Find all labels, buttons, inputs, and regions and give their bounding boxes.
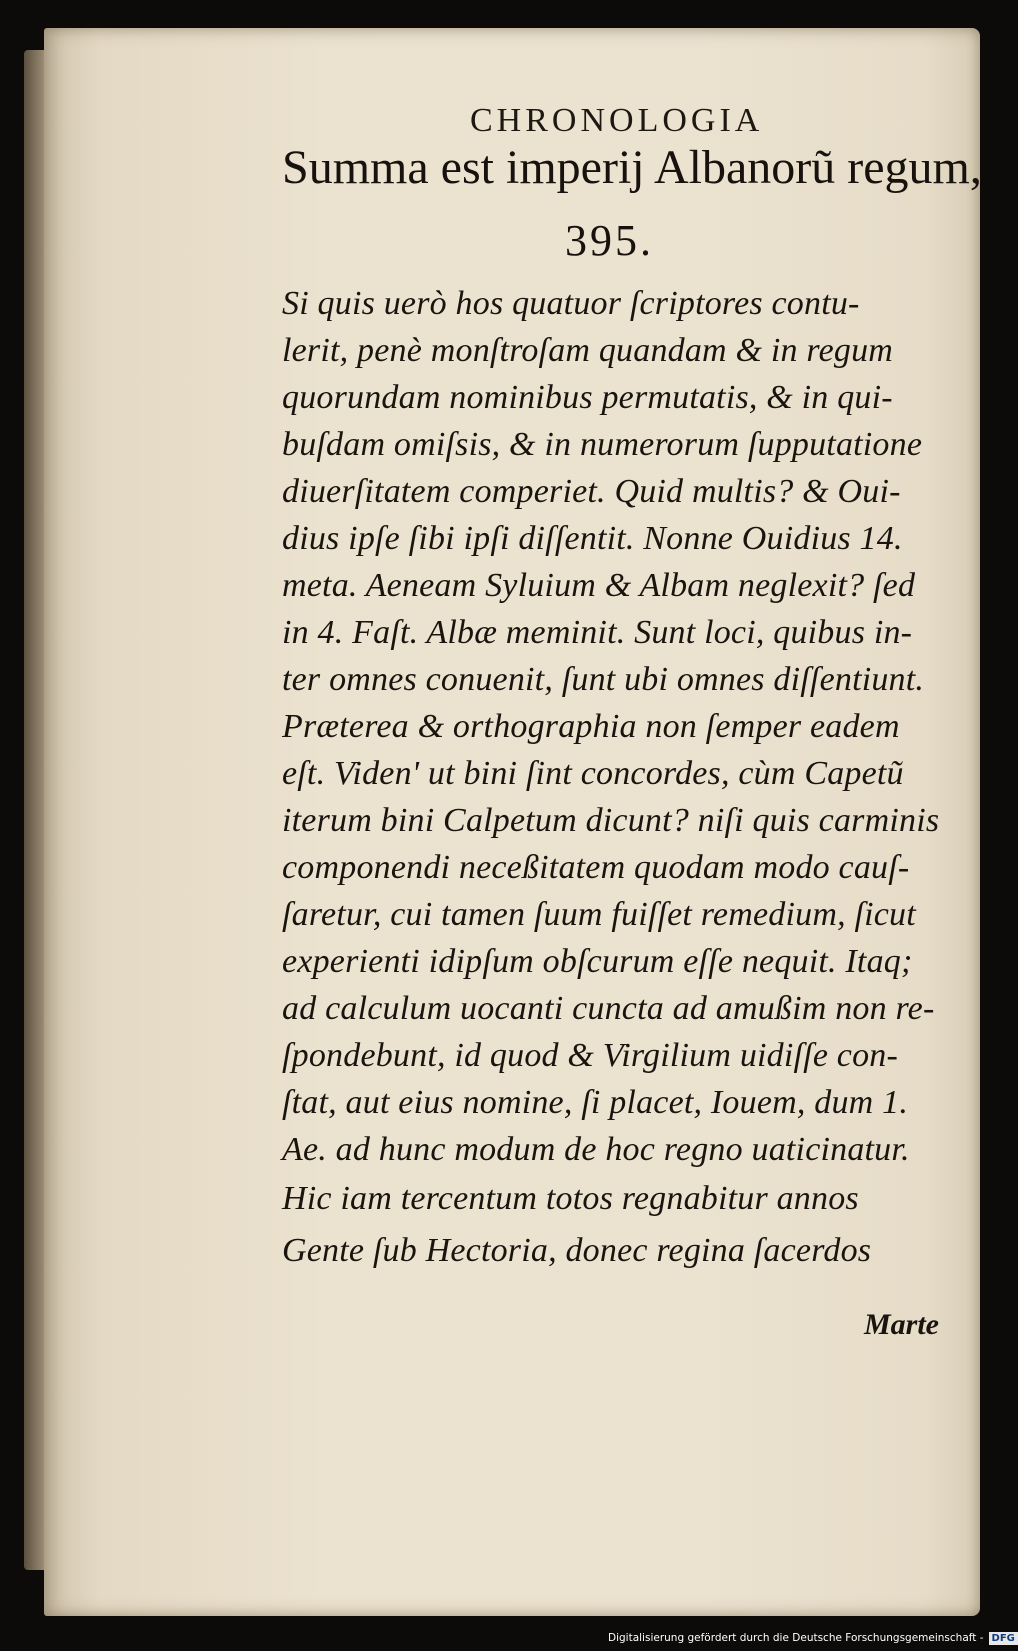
section-number: 395. xyxy=(565,216,654,265)
text-line: eſt. Viden' ut bini ſint concordes, cùm Capetũ xyxy=(282,755,904,792)
text-line: experienti idipſum obſcurum eſſe nequit. Itaq; xyxy=(282,943,913,980)
text-line: ter omnes conuenit, ſunt ubi omnes diſſentiunt. xyxy=(282,661,925,698)
text-line: Si quis uerò hos quatuor ſcriptores contu- xyxy=(282,285,860,322)
text-line: dius ipſe ſibi ipſi diſſentit. Nonne Ouidius 14. xyxy=(282,520,903,557)
dfg-logo: DFG xyxy=(989,1632,1018,1645)
text-line: lerit, penè monſtroſam quandam & in regum xyxy=(282,332,894,369)
text-line: Ae. ad hunc modum de hoc regno uaticinatur. xyxy=(282,1131,910,1168)
text-line: in 4. Faſt. Albæ meminit. Sunt loci, quibus in- xyxy=(282,614,913,651)
page-title: Summa est imperij Albanorũ regum, xyxy=(282,141,982,194)
verse-line: Hic iam tercentum totos regnabitur annos xyxy=(282,1180,859,1217)
catchword: Marte xyxy=(864,1308,939,1341)
footer-text: Digitalisierung gefördert durch die Deutsche Forschungsgemeinschaft - xyxy=(608,1632,984,1644)
text-line: componendi neceßitatem quodam modo cauſ- xyxy=(282,849,910,886)
running-head: CHRONOLOGIA xyxy=(470,102,764,139)
text-line: ſaretur, cui tamen ſuum fuiſſet remedium, ſicut xyxy=(282,896,916,933)
text-line: diuerſitatem comperiet. Quid multis? & Oui- xyxy=(282,473,901,510)
text-line: ſtat, aut eius nomine, ſi placet, Iouem, dum 1. xyxy=(282,1084,909,1121)
text-line: quorundam nominibus permutatis, & in qui- xyxy=(282,379,893,416)
text-line: ſpondebunt, id quod & Virgilium uidiſſe con- xyxy=(282,1037,899,1074)
text-line: ad calculum uocanti cuncta ad amußim non re- xyxy=(282,990,935,1027)
text-line: Præterea & orthographia non ſemper eadem xyxy=(282,708,900,745)
text-line: meta. Aeneam Syluium & Albam neglexit? ſed xyxy=(282,567,916,604)
text-line: buſdam omiſsis, & in numerorum ſupputatione xyxy=(282,426,923,463)
digitization-footer xyxy=(608,1628,1018,1648)
verse-line: Gente ſub Hectoria, donec regina ſacerdos xyxy=(282,1232,872,1269)
text-line: iterum bini Calpetum dicunt? niſi quis carminis xyxy=(282,802,940,839)
